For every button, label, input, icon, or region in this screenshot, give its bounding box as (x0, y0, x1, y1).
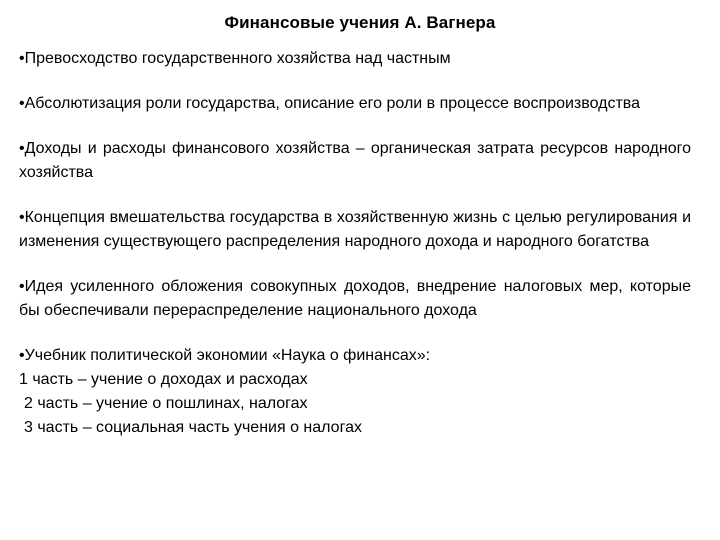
bullet-item: •Превосходство государственного хозяйства над частным (19, 50, 451, 67)
textbook-part: 2 часть – учение о пошлинах, налогах (24, 395, 308, 412)
textbook-part: 3 часть – социальная часть учения о налогах (24, 419, 362, 436)
bullet-item: •Идея усиленного обложения совокупных доходов, внедрение налоговых мер, которые бы обеспечивали перераспределение национального дохода (19, 278, 691, 319)
textbook-block (19, 344, 691, 440)
slide-title: Финансовые учения А. Вагнера (224, 13, 496, 32)
bullet-item: •Концепция вмешательства государства в хозяйственную жизнь с целью регулирования и изменения существующего распределения народного дохода и народного богатства (19, 209, 691, 250)
bullet-item: •Учебник политической экономии «Наука о финансах»: (19, 347, 431, 364)
textbook-part: 1 часть – учение о доходах и расходах (19, 371, 308, 388)
bullet-item: •Абсолютизация роли государства, описание его роли в процессе воспроизводства (19, 95, 641, 112)
bullet-item: •Доходы и расходы финансового хозяйства – органическая затрата ресурсов народного хозяйства (19, 140, 691, 181)
bullet-list (19, 47, 691, 440)
